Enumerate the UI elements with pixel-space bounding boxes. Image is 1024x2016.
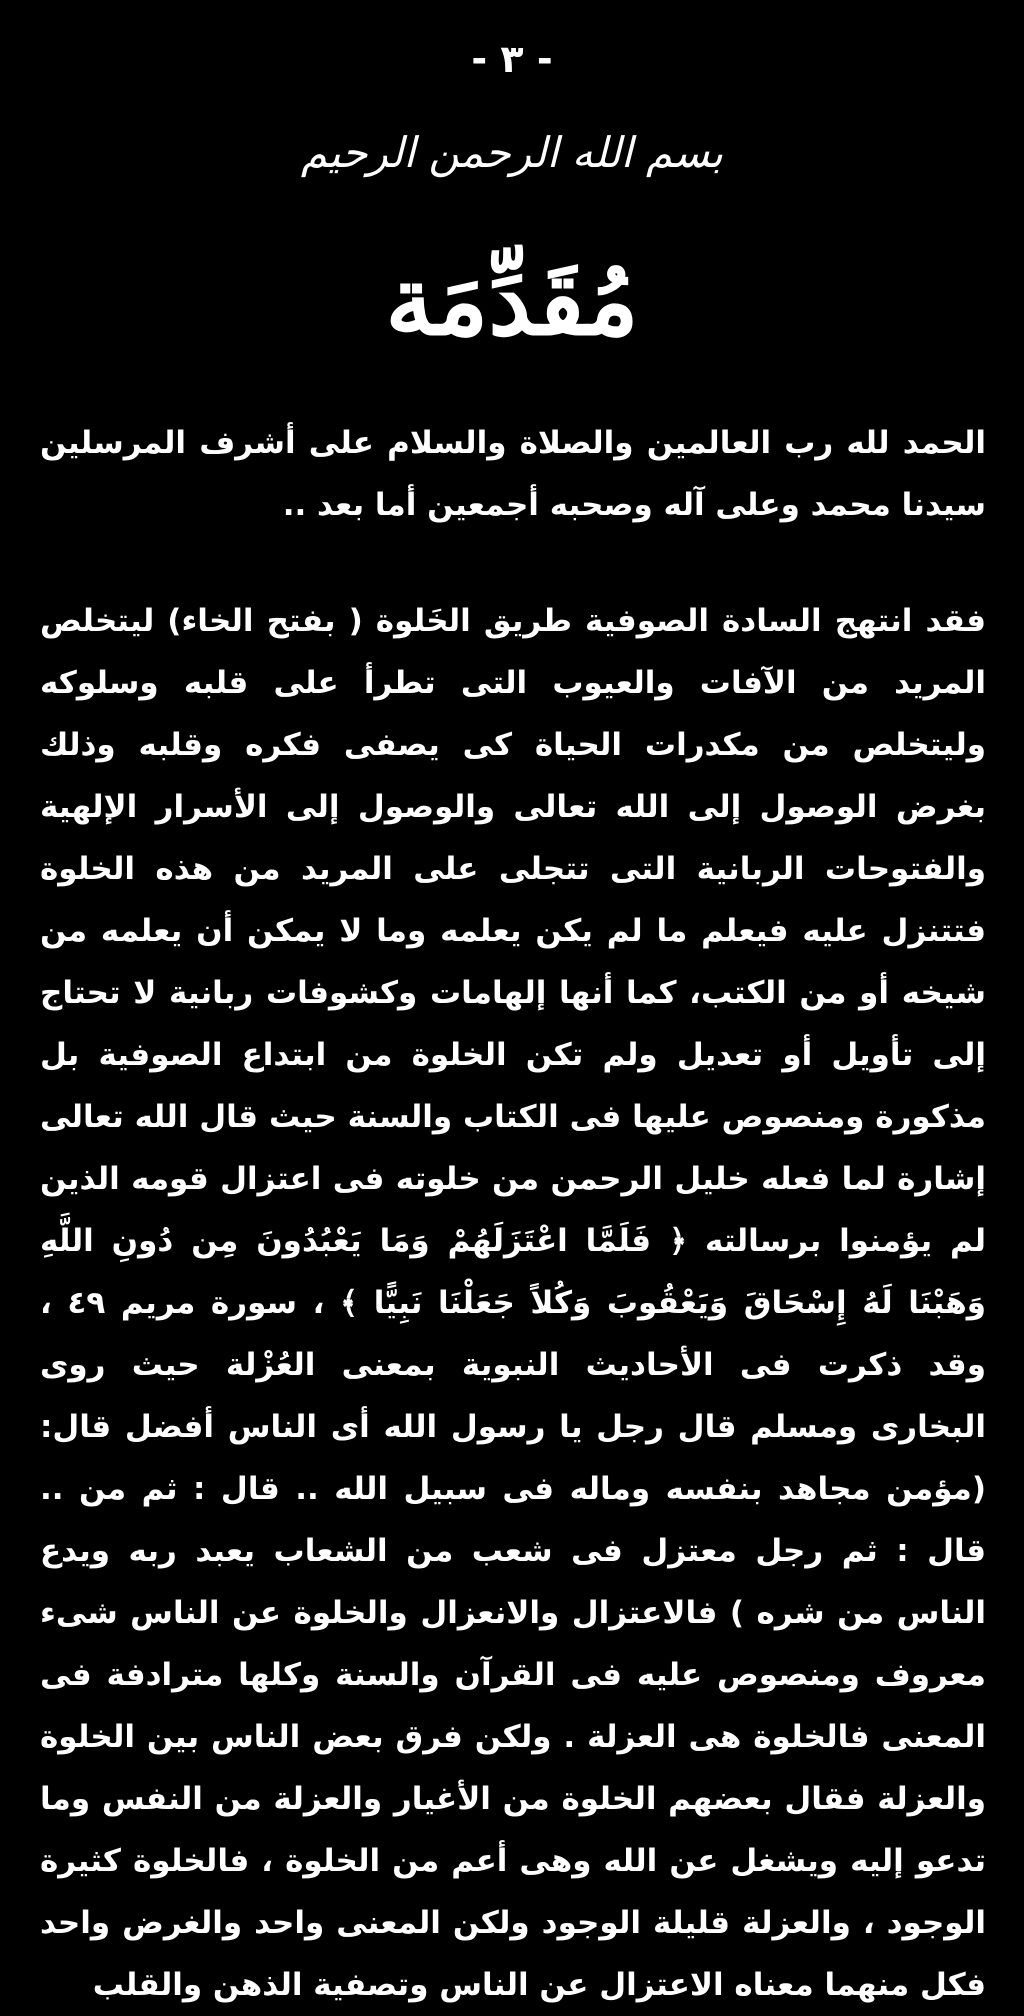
basmala-calligraphy: بسم الله الرحمن الرحيم: [300, 128, 724, 177]
chapter-title: مُقَدِّمَة: [385, 244, 639, 357]
paragraph-main: فقد انتهج السادة الصوفية طريق الخَلوة ( بفتح الخاء) ليتخلص المريد من الآفات والعيوب التى تطرأ على قلبه وسلوكه وليتخلص من مكدرات الحياة كى يصفى فكره وقلبه وذلك بغرض الوصول إلى الله تعالى والوصول إلى الأسرار الإلهية والفتوحات الربانية التى تتجلى على المريد من هذه الخلوة فتتنزل عليه فيعلم ما لم يكن يعلمه وما لا يمكن أن يعلمه من شيخه أو من الكتب، كما أنها إلهامات وكشوفات ربانية لا تحتاج إلى تأويل أو تعديل ولم تكن الخلوة من ابتداع الصوفية بل مذكورة ومنصوص عليها فى الكتاب والسنة حيث قال الله تعالى إشارة لما فعله خليل الرحمن من خلوته فى اعتزال قومه الذين لم يؤمنوا برسالته ﴿ فَلَمَّا اعْتَزَلَهُمْ وَمَا يَعْبُدُونَ مِن دُونِ اللَّهِ وَهَبْنَا لَهُ إِسْحَاقَ وَيَعْقُوبَ وَكُلاً جَعَلْنَا نَبِيًّا ﴾ ، سورة مريم ٤٩ ، وقد ذكرت فى الأحاديث النبوية بمعنى العُزْلة حيث روى البخارى ومسلم قال رجل يا رسول الله أى الناس أفضل قال:(مؤمن مجاهد بنفسه وماله فى سبيل الله .. قال : ثم من .. قال : ثم رجل معتزل فى شعب من الشعاب يعبد ربه ويدع الناس من شره ) فالاعتزال والانعزال والخلوة عن الناس شىء معروف ومنصوص عليه فى القرآن والسنة وكلها مترادفة فى المعنى فالخلوة هى العزلة . ولكن فرق بعض الناس بين الخلوة والعزلة فقال بعضهم الخلوة من الأغيار والعزلة من النفس وما تدعو إليه ويشغل عن الله وهى أعم من الخلوة ، فالخلوة كثيرة الوجود ، والعزلة قليلة الوجود ولكن المعنى واحد والغرض واحد فكل منهما معناه الاعتزال عن الناس وتصفية الذهن والقلب: [40, 603, 986, 2003]
paragraph-opening: الحمد لله رب العالمين والصلاة والسلام على أشرف المرسلين سيدنا محمد وعلى آله وصحبه أجمعين أما بعد ..: [40, 425, 986, 523]
body-text: [40, 412, 986, 2016]
page-number: - ٣ -: [471, 37, 553, 81]
